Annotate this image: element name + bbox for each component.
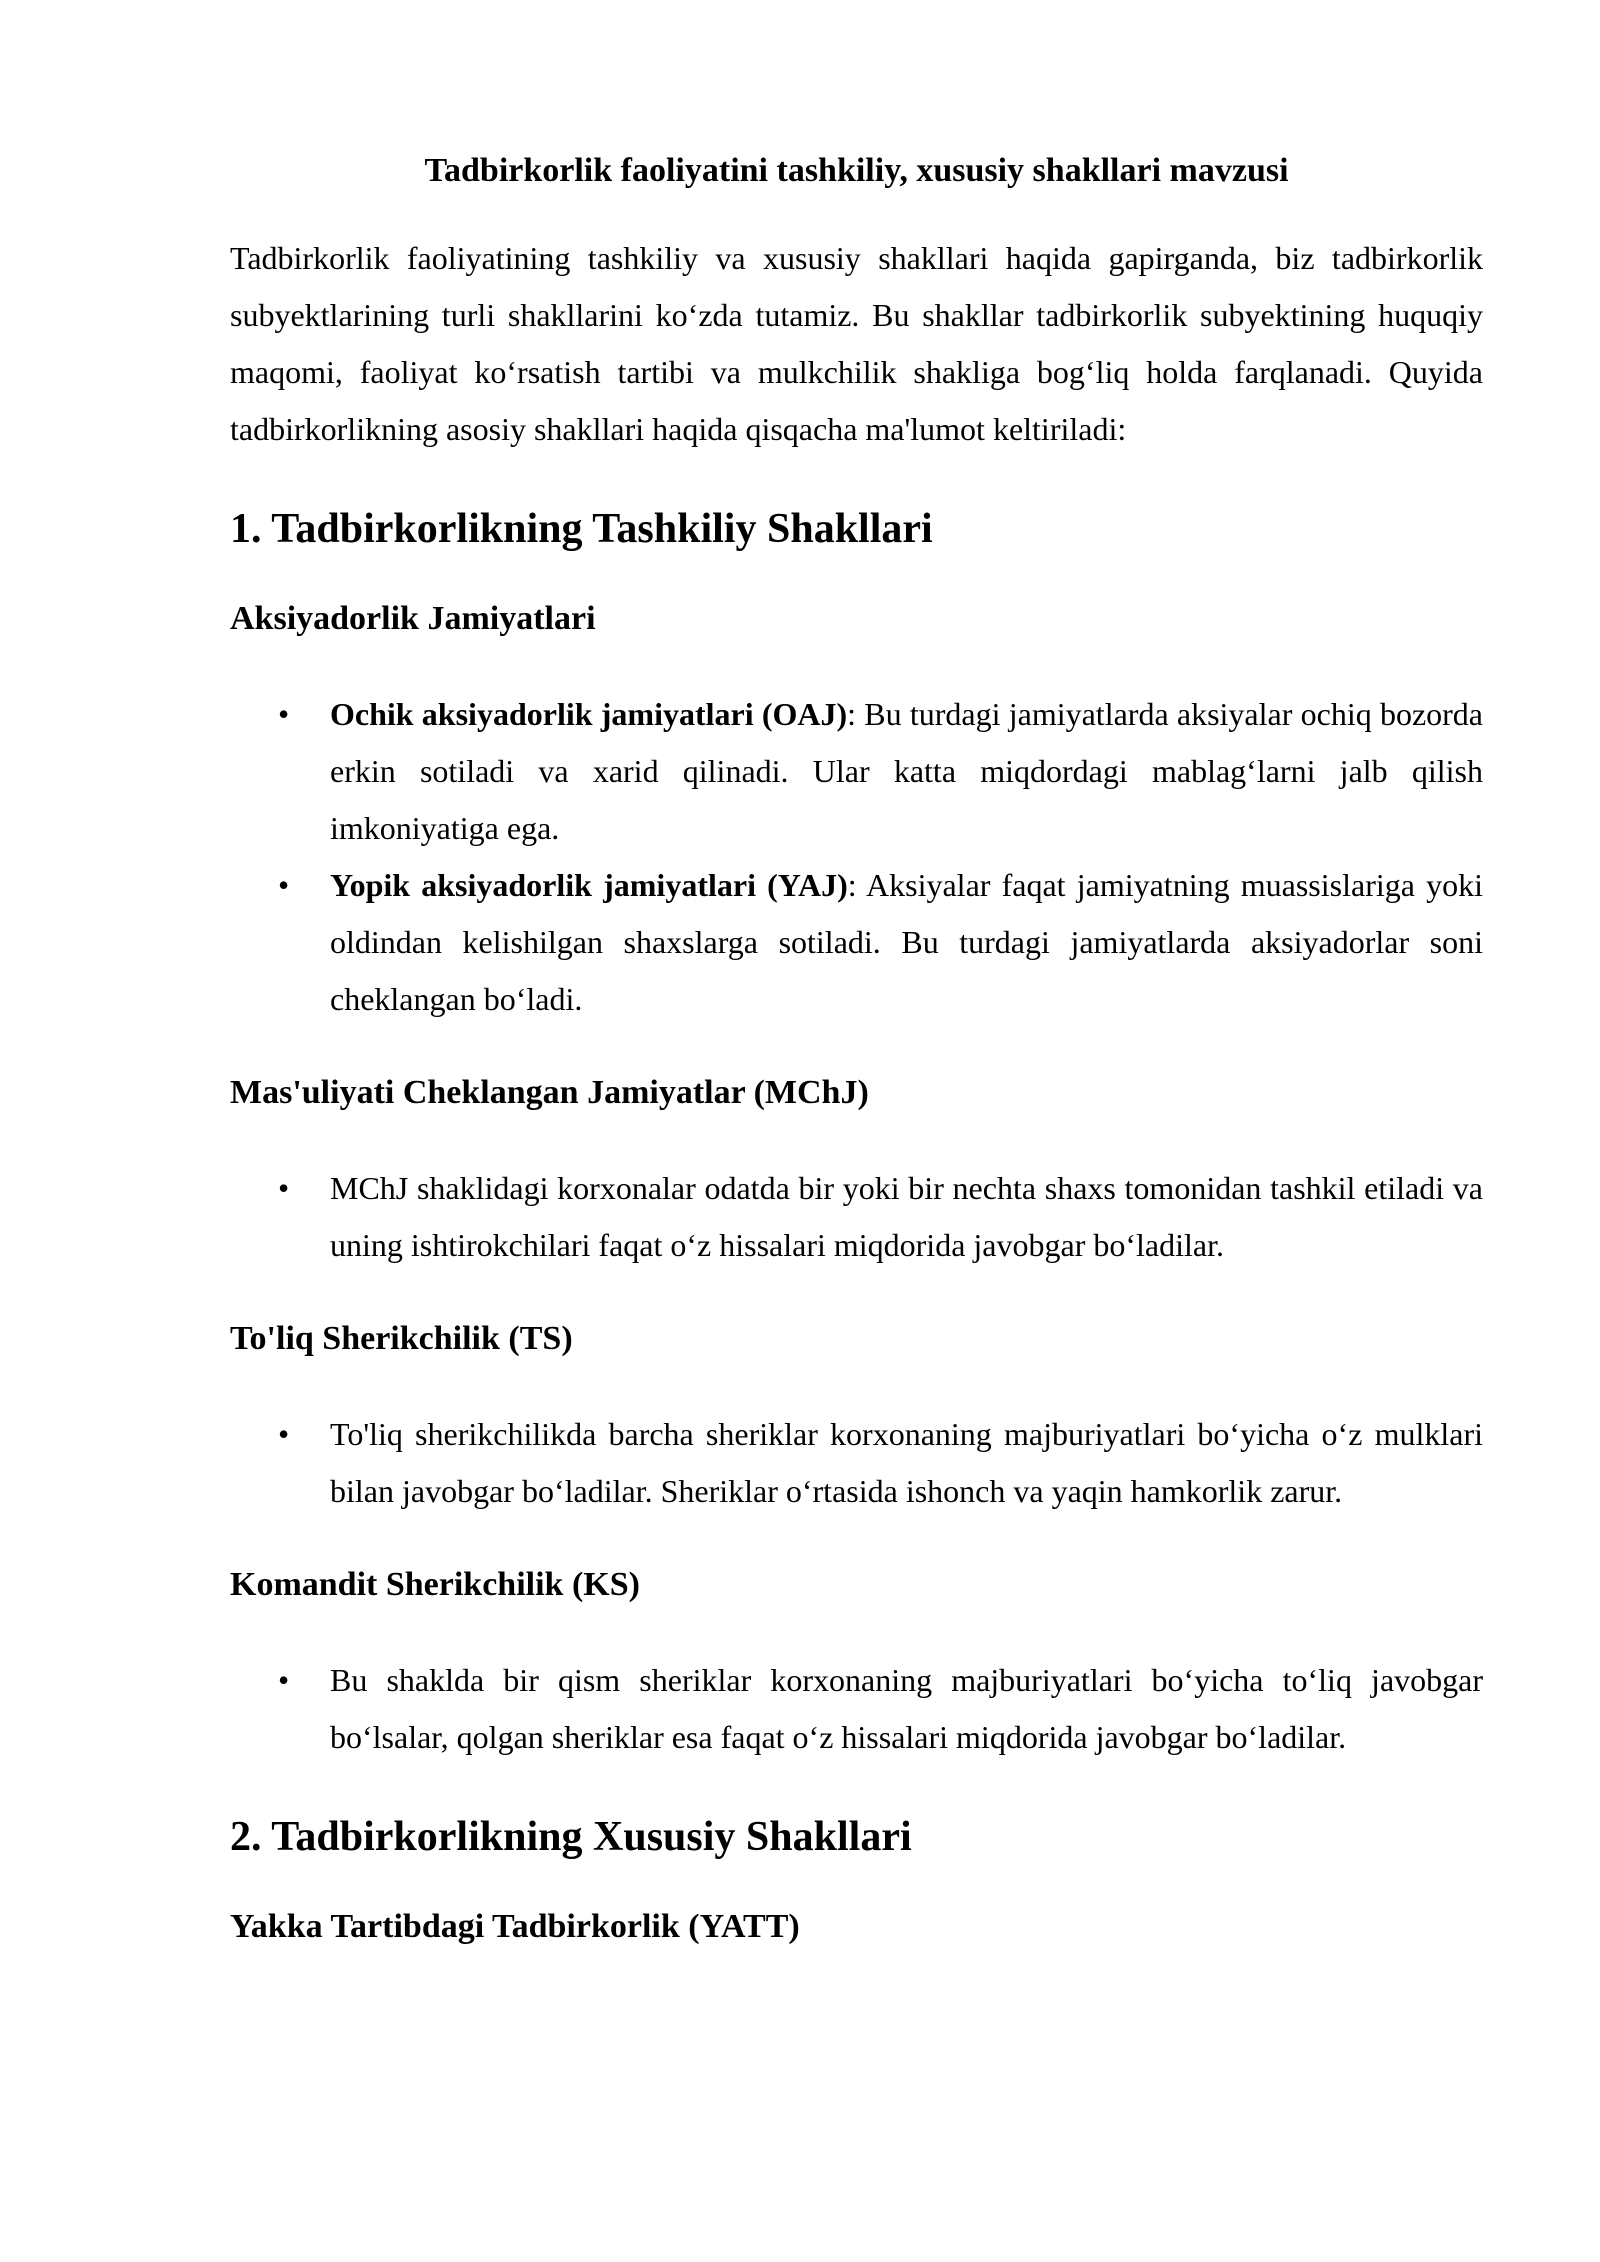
list-item-lead: Yopik aksiyadorlik jamiyatlari (YAJ) (330, 867, 848, 903)
bullet-icon: • (278, 867, 290, 903)
list-item-text: : Bu turdagi jamiyatlarda aksiyalar ochiq bozorda erkin sotiladi va xarid qilinadi. Ular katta miqdordagi mablag‘larni jalb qilish imkoniyatiga ega. (330, 696, 1484, 846)
subsection-heading-ks: Komandit Sherikchilik (KS) (230, 1566, 640, 1603)
subsection-heading-yatt: Yakka Tartibdagi Tadbirkorlik (YATT) (230, 1908, 800, 1945)
bullet-icon: • (278, 1170, 290, 1206)
subsection-heading-aksiyadorlik: Aksiyadorlik Jamiyatlari (230, 600, 596, 637)
list-item (230, 1406, 1483, 1520)
document-title: Tadbirkorlik faoliyatini tashkiliy, xususiy shakllari mavzusi (424, 152, 1289, 189)
list-item (230, 686, 1483, 857)
bullet-list-ks (230, 1652, 1483, 1766)
list-item-text: : Aksiyalar faqat jamiyatning muassislariga yoki oldindan kelishilgan shaxslarga sotiladi. Bu turdagi jamiyatlarda aksiyadorlar soni cheklangan bo‘ladi. (330, 867, 1483, 1017)
subsection-heading-mchj: Mas'uliyati Cheklangan Jamiyatlar (MChJ) (230, 1074, 869, 1111)
bullet-icon: • (278, 1416, 290, 1452)
bullet-icon: • (278, 696, 290, 732)
list-item-lead: Ochik aksiyadorlik jamiyatlari (OAJ) (330, 696, 848, 732)
list-item-text: To'liq sherikchilikda barcha sheriklar korxonaning majburiyatlari bo‘yicha o‘z mulklari bilan javobgar bo‘ladilar. Sheriklar o‘rtasida ishonch va yaqin hamkorlik zarur. (330, 1416, 1483, 1509)
list-item-text: MChJ shaklidagi korxonalar odatda bir yoki bir nechta shaxs tomonidan tashkil etiladi va uning ishtirokchilari faqat o‘z hissalari miqdorida javobgar bo‘ladilar. (330, 1170, 1483, 1263)
bullet-icon: • (278, 1662, 290, 1698)
section-2-heading: 2. Tadbirkorlikning Xususiy Shakllari (230, 1814, 912, 1860)
intro-paragraph: Tadbirkorlik faoliyatining tashkiliy va xususiy shakllari haqida gapirganda, biz tadbirkorlik subyektlarining turli shakllarini ko‘zda tutamiz. Bu shakllar tadbirkorlik subyektining huquqiy maqomi, faoliyat ko‘rsatish tartibi va mulkchilik shakliga bog‘liq holda farqlanadi. Quyida tadbirkorlikning asosiy shakllari haqida qisqacha ma'lumot keltiriladi: (230, 240, 1483, 447)
subsection-heading-ts: To'liq Sherikchilik (TS) (230, 1320, 573, 1357)
list-item (230, 1652, 1483, 1766)
section-1-heading: 1. Tadbirkorlikning Tashkiliy Shakllari (230, 506, 933, 552)
bullet-list-mchj (230, 1160, 1483, 1274)
list-item-text: Bu shaklda bir qism sheriklar korxonaning majburiyatlari bo‘yicha to‘liq javobgar bo‘lsalar, qolgan sheriklar esa faqat o‘z hissalari miqdorida javobgar bo‘ladilar. (330, 1662, 1483, 1755)
list-item (230, 857, 1483, 1028)
bullet-list-aksiyadorlik (230, 686, 1483, 1028)
bullet-list-ts (230, 1406, 1483, 1520)
list-item (230, 1160, 1483, 1274)
